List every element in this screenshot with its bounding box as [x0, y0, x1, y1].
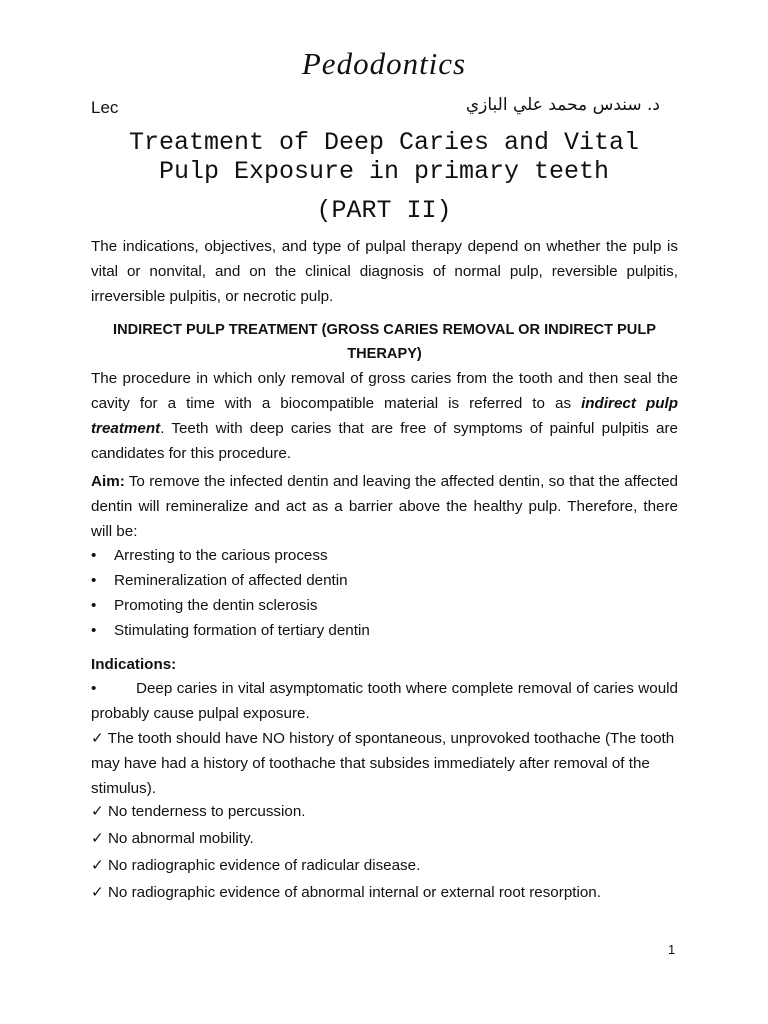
page-number: 1 [668, 942, 676, 957]
part-label: (PART II) [316, 196, 452, 225]
title-line-2: Pulp Exposure in primary teeth [158, 157, 610, 186]
definition-text-end: . Teeth with deep caries that are free of symptoms of painful pulpitis are candidates for this procedure. [91, 420, 678, 462]
lecture-label: Lec [91, 98, 119, 117]
bullet-dot: • [91, 680, 97, 697]
indication-dot-text: Deep caries in vital asymptomatic tooth where complete removal of caries would probably cause pulpal exposure. [91, 680, 678, 722]
list-item: • Promoting the dentin sclerosis [91, 593, 678, 618]
title-line-1: Treatment of Deep Caries and Vital [128, 128, 640, 157]
author-name: د. سندس محمد علي البازي [465, 95, 660, 115]
indication-dot-item [91, 676, 678, 726]
check-item: ✓ The tooth should have NO history of spontaneous, unprovoked toothache (The tooth may have had a history of toothache that subsides immediately after removal of the stimulus). [91, 730, 675, 797]
definition-term: indirect pulp treatment [91, 395, 678, 437]
check-item: ✓ No tenderness to percussion. [91, 803, 306, 820]
indications-label: Indications: [91, 656, 177, 673]
check-item: ✓ No radiographic evidence of abnormal internal or external root resorption. [91, 884, 601, 901]
subject-title: Pedodontics [301, 46, 467, 81]
definition-text-start: The procedure in which only removal of gross caries from the tooth and then seal the cavity for a time with a biocompatible material is referred to as [91, 370, 678, 412]
section-heading: INDIRECT PULP TREATMENT (GROSS CARIES REMOVAL OR INDIRECT PULP THERAPY) [113, 322, 656, 362]
aim-paragraph [91, 469, 678, 544]
aim-list [91, 543, 678, 643]
aim-label: Aim: [91, 473, 125, 490]
intro-paragraph: The indications, objectives, and type of pulpal therapy depend on whether the pulp is vital or nonvital, and on the clinical diagnosis of normal pulp, reversible pulpitis, irreversible pulpitis, or necrotic pulp. [91, 238, 678, 305]
definition-paragraph [91, 366, 678, 466]
check-item: ✓ No radiographic evidence of radicular disease. [91, 857, 421, 874]
aim-text: To remove the infected dentin and leaving the affected dentin, so that the affected dentin will remineralize and act as a barrier above the healthy pulp. Therefore, there will be: [91, 473, 678, 540]
list-item: • Arresting to the carious process [91, 543, 678, 568]
check-item: ✓ No abnormal mobility. [91, 830, 254, 847]
list-item: • Remineralization of affected dentin [91, 568, 678, 593]
document-title [60, 128, 708, 186]
list-item: • Stimulating formation of tertiary dentin [91, 618, 678, 643]
